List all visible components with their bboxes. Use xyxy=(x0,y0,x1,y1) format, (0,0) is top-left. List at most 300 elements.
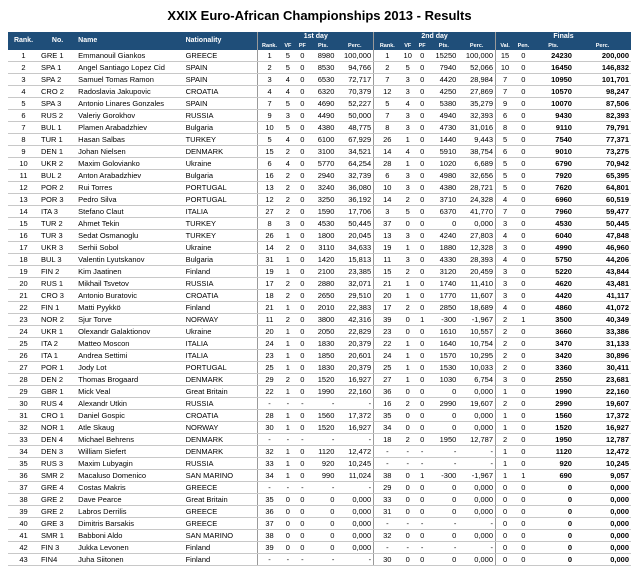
f-val-cell: 4 xyxy=(496,230,515,242)
f-perc-cell: 41,117 xyxy=(574,290,631,302)
d2-pf-cell: 0 xyxy=(415,302,429,314)
d2-pts-cell: 5910 xyxy=(429,146,458,158)
f-pts-cell: 4990 xyxy=(533,242,574,254)
d1-vf-cell: 2 xyxy=(281,182,295,194)
d1-perc-cell: 0,000 xyxy=(336,518,373,530)
f-perc-cell: 40,349 xyxy=(574,314,631,326)
d2-rank-cell: 29 xyxy=(374,482,401,494)
d2-vf-cell: 0 xyxy=(400,314,414,326)
d2-rank-cell: 1 xyxy=(374,50,401,62)
d2-perc-cell: 24,328 xyxy=(458,194,495,206)
f-val-cell: 3 xyxy=(496,266,515,278)
table-row xyxy=(8,254,631,266)
d1-perc-cell: 16,927 xyxy=(336,422,373,434)
table-row xyxy=(8,482,631,494)
nationality-cell: DENMARK xyxy=(184,434,258,446)
f-perc-cell: 22,160 xyxy=(574,386,631,398)
d2-vf-cell: 1 xyxy=(400,290,414,302)
f-val-cell: 8 xyxy=(496,122,515,134)
d1-pts-cell: 8980 xyxy=(310,50,337,62)
d2-pf-cell: 0 xyxy=(415,266,429,278)
header-day1: 1st day xyxy=(258,32,374,42)
f-pen-cell: 0 xyxy=(514,434,533,446)
nationality-cell: ITALIA xyxy=(184,338,258,350)
f-perc-cell: 64,801 xyxy=(574,182,631,194)
f-perc-cell: 9,057 xyxy=(574,470,631,482)
f-val-cell: 3 xyxy=(496,278,515,290)
rank-cell: 30 xyxy=(8,398,39,410)
d2-vf-cell: 0 xyxy=(400,494,414,506)
d2-pf-cell: 0 xyxy=(415,146,429,158)
d1-pts-cell: 1990 xyxy=(310,386,337,398)
d1-pts-cell: 2650 xyxy=(310,290,337,302)
d2-rank-cell: 15 xyxy=(374,266,401,278)
f-val-cell: 7 xyxy=(496,206,515,218)
f-pen-cell: 0 xyxy=(514,50,533,62)
f-pts-cell: 1520 xyxy=(533,422,574,434)
no-cell: DEN 3 xyxy=(39,446,76,458)
d1-pts-cell: 6320 xyxy=(310,86,337,98)
d1-pf-cell: 0 xyxy=(295,470,309,482)
d2-pts-cell: 0 xyxy=(429,218,458,230)
rank-cell: 37 xyxy=(8,482,39,494)
f-pen-cell: 0 xyxy=(514,338,533,350)
name-cell: Matteo Moscon xyxy=(76,338,183,350)
rank-cell: 39 xyxy=(8,506,39,518)
name-cell: Sedat Osmanoglu xyxy=(76,230,183,242)
results-body xyxy=(8,50,631,566)
d2-vf-cell: 3 xyxy=(400,110,414,122)
f-perc-cell: 30,896 xyxy=(574,350,631,362)
d2-perc-cell: 18,689 xyxy=(458,302,495,314)
d1-perc-cell: 36,192 xyxy=(336,194,373,206)
d1-rank-cell: 36 xyxy=(258,506,281,518)
d2-pf-cell: 0 xyxy=(415,50,429,62)
d2-perc-cell: - xyxy=(458,518,495,530)
f-val-cell: 10 xyxy=(496,62,515,74)
f-pen-cell: 0 xyxy=(514,86,533,98)
header-f-pen: Pen. xyxy=(514,42,533,50)
d2-vf-cell: 0 xyxy=(400,386,414,398)
d2-rank-cell: 25 xyxy=(374,362,401,374)
f-val-cell: 1 xyxy=(496,410,515,422)
d2-rank-cell: 23 xyxy=(374,326,401,338)
d2-pf-cell: 0 xyxy=(415,434,429,446)
d2-pts-cell: 4730 xyxy=(429,122,458,134)
d1-pts-cell: 0 xyxy=(310,494,337,506)
d1-pf-cell: 0 xyxy=(295,290,309,302)
nationality-cell: TURKEY xyxy=(184,218,258,230)
f-perc-cell: 0,000 xyxy=(574,494,631,506)
d2-pf-cell: 0 xyxy=(415,170,429,182)
d1-vf-cell: 3 xyxy=(281,110,295,122)
d1-rank-cell: 10 xyxy=(258,122,281,134)
no-cell: SPA 2 xyxy=(39,74,76,86)
f-val-cell: 3 xyxy=(496,242,515,254)
table-row xyxy=(8,266,631,278)
d1-pts-cell: 2940 xyxy=(310,170,337,182)
f-pen-cell: 0 xyxy=(514,458,533,470)
rank-cell: 25 xyxy=(8,338,39,350)
d1-pts-cell: 3250 xyxy=(310,194,337,206)
f-pts-cell: 6960 xyxy=(533,194,574,206)
d2-pf-cell: 0 xyxy=(415,134,429,146)
d2-vf-cell: 1 xyxy=(400,338,414,350)
f-pen-cell: 0 xyxy=(514,98,533,110)
d2-rank-cell: 28 xyxy=(374,158,401,170)
name-cell: Radoslavia Jakupovic xyxy=(76,86,183,98)
d1-perc-cell: 23,385 xyxy=(336,266,373,278)
d2-rank-cell: 21 xyxy=(374,278,401,290)
d1-rank-cell: 7 xyxy=(258,98,281,110)
d1-vf-cell: 1 xyxy=(281,470,295,482)
d2-perc-cell: 12,328 xyxy=(458,242,495,254)
d2-vf-cell: 0 xyxy=(400,326,414,338)
no-cell: CRO 2 xyxy=(39,86,76,98)
d2-rank-cell: 13 xyxy=(374,230,401,242)
rank-cell: 5 xyxy=(8,98,39,110)
no-cell: SPA 1 xyxy=(39,62,76,74)
f-pts-cell: 2550 xyxy=(533,374,574,386)
no-cell: CRO 1 xyxy=(39,410,76,422)
f-pen-cell: 0 xyxy=(514,134,533,146)
d2-rank-cell: 38 xyxy=(374,470,401,482)
d1-pf-cell: 0 xyxy=(295,302,309,314)
d2-rank-cell: 37 xyxy=(374,218,401,230)
rank-cell: 26 xyxy=(8,350,39,362)
d2-pf-cell: 0 xyxy=(415,182,429,194)
d1-vf-cell: 2 xyxy=(281,314,295,326)
d1-pf-cell: 0 xyxy=(295,494,309,506)
d2-pts-cell: 0 xyxy=(429,482,458,494)
d2-perc-cell: 0,000 xyxy=(458,422,495,434)
d1-vf-cell: 2 xyxy=(281,242,295,254)
d1-vf-cell: 1 xyxy=(281,350,295,362)
d2-pf-cell: 0 xyxy=(415,110,429,122)
nationality-cell: ITALIA xyxy=(184,350,258,362)
d1-pts-cell: 2880 xyxy=(310,278,337,290)
f-val-cell: 6 xyxy=(496,146,515,158)
d2-pf-cell: - xyxy=(415,458,429,470)
d1-vf-cell: 2 xyxy=(281,170,295,182)
d2-pf-cell: 0 xyxy=(415,422,429,434)
table-row xyxy=(8,110,631,122)
table-row xyxy=(8,194,631,206)
nationality-cell: CROATIA xyxy=(184,86,258,98)
table-row xyxy=(8,338,631,350)
nationality-cell: RUSSIA xyxy=(184,278,258,290)
nationality-cell: Ukraine xyxy=(184,326,258,338)
d2-pf-cell: 0 xyxy=(415,62,429,74)
no-cell: GRE 2 xyxy=(39,506,76,518)
f-perc-cell: 0,000 xyxy=(574,542,631,554)
table-row xyxy=(8,518,631,530)
f-perc-cell: 65,395 xyxy=(574,170,631,182)
f-pts-cell: 4420 xyxy=(533,290,574,302)
header-d1-rank: Rank. xyxy=(258,42,281,50)
d2-vf-cell: 3 xyxy=(400,170,414,182)
d1-rank-cell: 34 xyxy=(258,470,281,482)
d1-rank-cell: 13 xyxy=(258,182,281,194)
d1-pf-cell: 0 xyxy=(295,230,309,242)
d2-pf-cell: 0 xyxy=(415,482,429,494)
name-cell: Jukka Levonen xyxy=(76,542,183,554)
d1-pts-cell: 1120 xyxy=(310,446,337,458)
d2-vf-cell: 1 xyxy=(400,374,414,386)
d1-pf-cell: 0 xyxy=(295,254,309,266)
rank-cell: 20 xyxy=(8,278,39,290)
d1-pf-cell: 0 xyxy=(295,218,309,230)
d1-pf-cell: 0 xyxy=(295,50,309,62)
table-row xyxy=(8,410,631,422)
d2-pts-cell: -300 xyxy=(429,470,458,482)
d2-pf-cell: 0 xyxy=(415,98,429,110)
f-pts-cell: 7540 xyxy=(533,134,574,146)
d1-pf-cell: 0 xyxy=(295,86,309,98)
d1-rank-cell: - xyxy=(258,554,281,566)
name-cell: Babboni Aldo xyxy=(76,530,183,542)
header-d2-pf: PF xyxy=(415,42,429,50)
no-cell: NOR 1 xyxy=(39,422,76,434)
d1-pts-cell: 6100 xyxy=(310,134,337,146)
f-pts-cell: 7920 xyxy=(533,170,574,182)
d1-perc-cell: 52,227 xyxy=(336,98,373,110)
rank-cell: 9 xyxy=(8,146,39,158)
no-cell: NOR 2 xyxy=(39,314,76,326)
d1-pf-cell: 0 xyxy=(295,242,309,254)
f-pts-cell: 10570 xyxy=(533,86,574,98)
d1-vf-cell: 1 xyxy=(281,338,295,350)
d2-pts-cell: 0 xyxy=(429,530,458,542)
f-pen-cell: 0 xyxy=(514,422,533,434)
f-val-cell: 2 xyxy=(496,362,515,374)
d1-perc-cell: 36,080 xyxy=(336,182,373,194)
f-val-cell: 4 xyxy=(496,302,515,314)
f-val-cell: 2 xyxy=(496,350,515,362)
d2-perc-cell: 0,000 xyxy=(458,386,495,398)
f-val-cell: 5 xyxy=(496,158,515,170)
d2-perc-cell: 6,754 xyxy=(458,374,495,386)
d1-perc-cell: 34,633 xyxy=(336,242,373,254)
d1-pf-cell: 0 xyxy=(295,518,309,530)
d2-rank-cell: 5 xyxy=(374,98,401,110)
name-cell: Maxim Golovianko xyxy=(76,158,183,170)
f-pts-cell: 3660 xyxy=(533,326,574,338)
f-perc-cell: 16,927 xyxy=(574,422,631,434)
d2-pts-cell: - xyxy=(429,518,458,530)
d1-vf-cell: 5 xyxy=(281,122,295,134)
f-val-cell: 15 xyxy=(496,50,515,62)
d1-pts-cell: 1520 xyxy=(310,374,337,386)
f-pen-cell: 0 xyxy=(514,62,533,74)
d1-rank-cell: 19 xyxy=(258,266,281,278)
d1-pts-cell: 4490 xyxy=(310,110,337,122)
f-perc-cell: 44,206 xyxy=(574,254,631,266)
header-d1-vf: VF xyxy=(281,42,295,50)
f-perc-cell: 19,607 xyxy=(574,398,631,410)
d1-vf-cell: - xyxy=(281,554,295,566)
d1-pts-cell: 0 xyxy=(310,506,337,518)
rank-cell: 3 xyxy=(8,74,39,86)
rank-cell: 11 xyxy=(8,170,39,182)
table-row xyxy=(8,98,631,110)
d1-vf-cell: 1 xyxy=(281,302,295,314)
d2-perc-cell: 11,607 xyxy=(458,290,495,302)
f-pts-cell: 10950 xyxy=(533,74,574,86)
f-pts-cell: 6790 xyxy=(533,158,574,170)
d1-rank-cell: - xyxy=(258,434,281,446)
d2-pts-cell: 4240 xyxy=(429,230,458,242)
d2-vf-cell: 0 xyxy=(400,470,414,482)
name-cell: Andrea Settimi xyxy=(76,350,183,362)
f-perc-cell: 50,445 xyxy=(574,218,631,230)
nationality-cell: Finland xyxy=(184,266,258,278)
nationality-cell: DENMARK xyxy=(184,446,258,458)
d1-pf-cell: 0 xyxy=(295,278,309,290)
nationality-cell: Bulgaria xyxy=(184,254,258,266)
f-pts-cell: 9110 xyxy=(533,122,574,134)
rank-cell: 28 xyxy=(8,374,39,386)
f-pen-cell: 0 xyxy=(514,254,533,266)
f-val-cell: 5 xyxy=(496,134,515,146)
f-pts-cell: 3360 xyxy=(533,362,574,374)
nationality-cell: GREECE xyxy=(184,50,258,62)
d2-pts-cell: 1530 xyxy=(429,362,458,374)
table-row xyxy=(8,50,631,62)
table-row xyxy=(8,386,631,398)
d2-vf-cell: 4 xyxy=(400,98,414,110)
d1-perc-cell: 12,472 xyxy=(336,446,373,458)
d1-perc-cell: 0,000 xyxy=(336,530,373,542)
f-val-cell: 4 xyxy=(496,254,515,266)
d1-rank-cell: 3 xyxy=(258,74,281,86)
d1-pts-cell: 4380 xyxy=(310,122,337,134)
header-day2: 2nd day xyxy=(374,32,496,42)
name-cell: Mikhail Tsvetov xyxy=(76,278,183,290)
d2-perc-cell: 0,000 xyxy=(458,218,495,230)
rank-cell: 1 xyxy=(8,50,39,62)
f-pen-cell: 0 xyxy=(514,410,533,422)
header-d1-pf: PF xyxy=(295,42,309,50)
d2-vf-cell: - xyxy=(400,446,414,458)
d2-perc-cell: 0,000 xyxy=(458,482,495,494)
f-val-cell: 2 xyxy=(496,338,515,350)
no-cell: SMR 2 xyxy=(39,470,76,482)
d2-pf-cell: 0 xyxy=(415,74,429,86)
d1-perc-cell: 32,071 xyxy=(336,278,373,290)
d1-perc-cell: 50,445 xyxy=(336,218,373,230)
d2-pf-cell: 0 xyxy=(415,218,429,230)
rank-cell: 35 xyxy=(8,458,39,470)
f-perc-cell: 60,519 xyxy=(574,194,631,206)
d2-pf-cell: 0 xyxy=(415,398,429,410)
nationality-cell: Ukraine xyxy=(184,242,258,254)
d1-pts-cell: 8530 xyxy=(310,62,337,74)
d1-pts-cell: 1590 xyxy=(310,206,337,218)
f-pts-cell: 3470 xyxy=(533,338,574,350)
d2-pts-cell: 1880 xyxy=(429,242,458,254)
d2-vf-cell: 3 xyxy=(400,122,414,134)
d1-pf-cell: 0 xyxy=(295,374,309,386)
no-cell: BUL 1 xyxy=(39,122,76,134)
f-perc-cell: 31,133 xyxy=(574,338,631,350)
f-perc-cell: 0,000 xyxy=(574,482,631,494)
nationality-cell: SPAIN xyxy=(184,62,258,74)
d2-pts-cell: - xyxy=(429,458,458,470)
header-d1-pts: Pts. xyxy=(310,42,337,50)
table-row xyxy=(8,158,631,170)
name-cell: Labros Derrilis xyxy=(76,506,183,518)
f-perc-cell: 87,506 xyxy=(574,98,631,110)
no-cell: RUS 3 xyxy=(39,458,76,470)
no-cell: FIN 2 xyxy=(39,266,76,278)
no-cell: ITA 1 xyxy=(39,350,76,362)
d1-perc-cell: 94,766 xyxy=(336,62,373,74)
no-cell: UKR 2 xyxy=(39,158,76,170)
d1-vf-cell: 0 xyxy=(281,530,295,542)
header-row-groups xyxy=(8,32,631,42)
d1-pf-cell: 0 xyxy=(295,122,309,134)
header-f-pts: Pts. xyxy=(533,42,574,50)
no-cell: DEN 2 xyxy=(39,374,76,386)
nationality-cell: PORTUGAL xyxy=(184,194,258,206)
d1-pts-cell: 3100 xyxy=(310,146,337,158)
table-row xyxy=(8,302,631,314)
d2-pf-cell: 0 xyxy=(415,410,429,422)
nationality-cell: GREECE xyxy=(184,482,258,494)
d2-pts-cell: 4330 xyxy=(429,254,458,266)
d2-pts-cell: 1740 xyxy=(429,278,458,290)
rank-cell: 6 xyxy=(8,110,39,122)
d2-pts-cell: 15250 xyxy=(429,50,458,62)
f-pen-cell: 0 xyxy=(514,242,533,254)
nationality-cell: Great Britain xyxy=(184,386,258,398)
rank-cell: 27 xyxy=(8,362,39,374)
d1-pf-cell: 0 xyxy=(295,530,309,542)
no-cell: CRO 3 xyxy=(39,290,76,302)
table-row xyxy=(8,146,631,158)
no-cell: POR 3 xyxy=(39,194,76,206)
d2-pts-cell: 1950 xyxy=(429,434,458,446)
d1-perc-cell: 64,254 xyxy=(336,158,373,170)
name-cell: Ahmet Tekin xyxy=(76,218,183,230)
d2-pts-cell: 3710 xyxy=(429,194,458,206)
header-d2-rank: Rank. xyxy=(374,42,401,50)
f-pts-cell: 0 xyxy=(533,542,574,554)
d2-perc-cell: 28,984 xyxy=(458,74,495,86)
d1-pts-cell: 3240 xyxy=(310,182,337,194)
rank-cell: 29 xyxy=(8,386,39,398)
d2-perc-cell: 9,443 xyxy=(458,134,495,146)
d1-vf-cell: - xyxy=(281,398,295,410)
d2-pf-cell: 0 xyxy=(415,338,429,350)
d1-perc-cell: 100,000 xyxy=(336,50,373,62)
d2-pts-cell: 6370 xyxy=(429,206,458,218)
d2-perc-cell: 32,656 xyxy=(458,170,495,182)
f-perc-cell: 0,000 xyxy=(574,530,631,542)
d1-pts-cell: 2050 xyxy=(310,326,337,338)
d2-rank-cell: 7 xyxy=(374,110,401,122)
d2-vf-cell: 2 xyxy=(400,194,414,206)
d2-vf-cell: 0 xyxy=(400,410,414,422)
name-cell: Valentin Lyutskanov xyxy=(76,254,183,266)
d2-vf-cell: 3 xyxy=(400,230,414,242)
d2-rank-cell: 35 xyxy=(374,410,401,422)
d2-pts-cell: 1020 xyxy=(429,158,458,170)
d1-perc-cell: 29,510 xyxy=(336,290,373,302)
nationality-cell: ITALIA xyxy=(184,206,258,218)
nationality-cell: RUSSIA xyxy=(184,398,258,410)
